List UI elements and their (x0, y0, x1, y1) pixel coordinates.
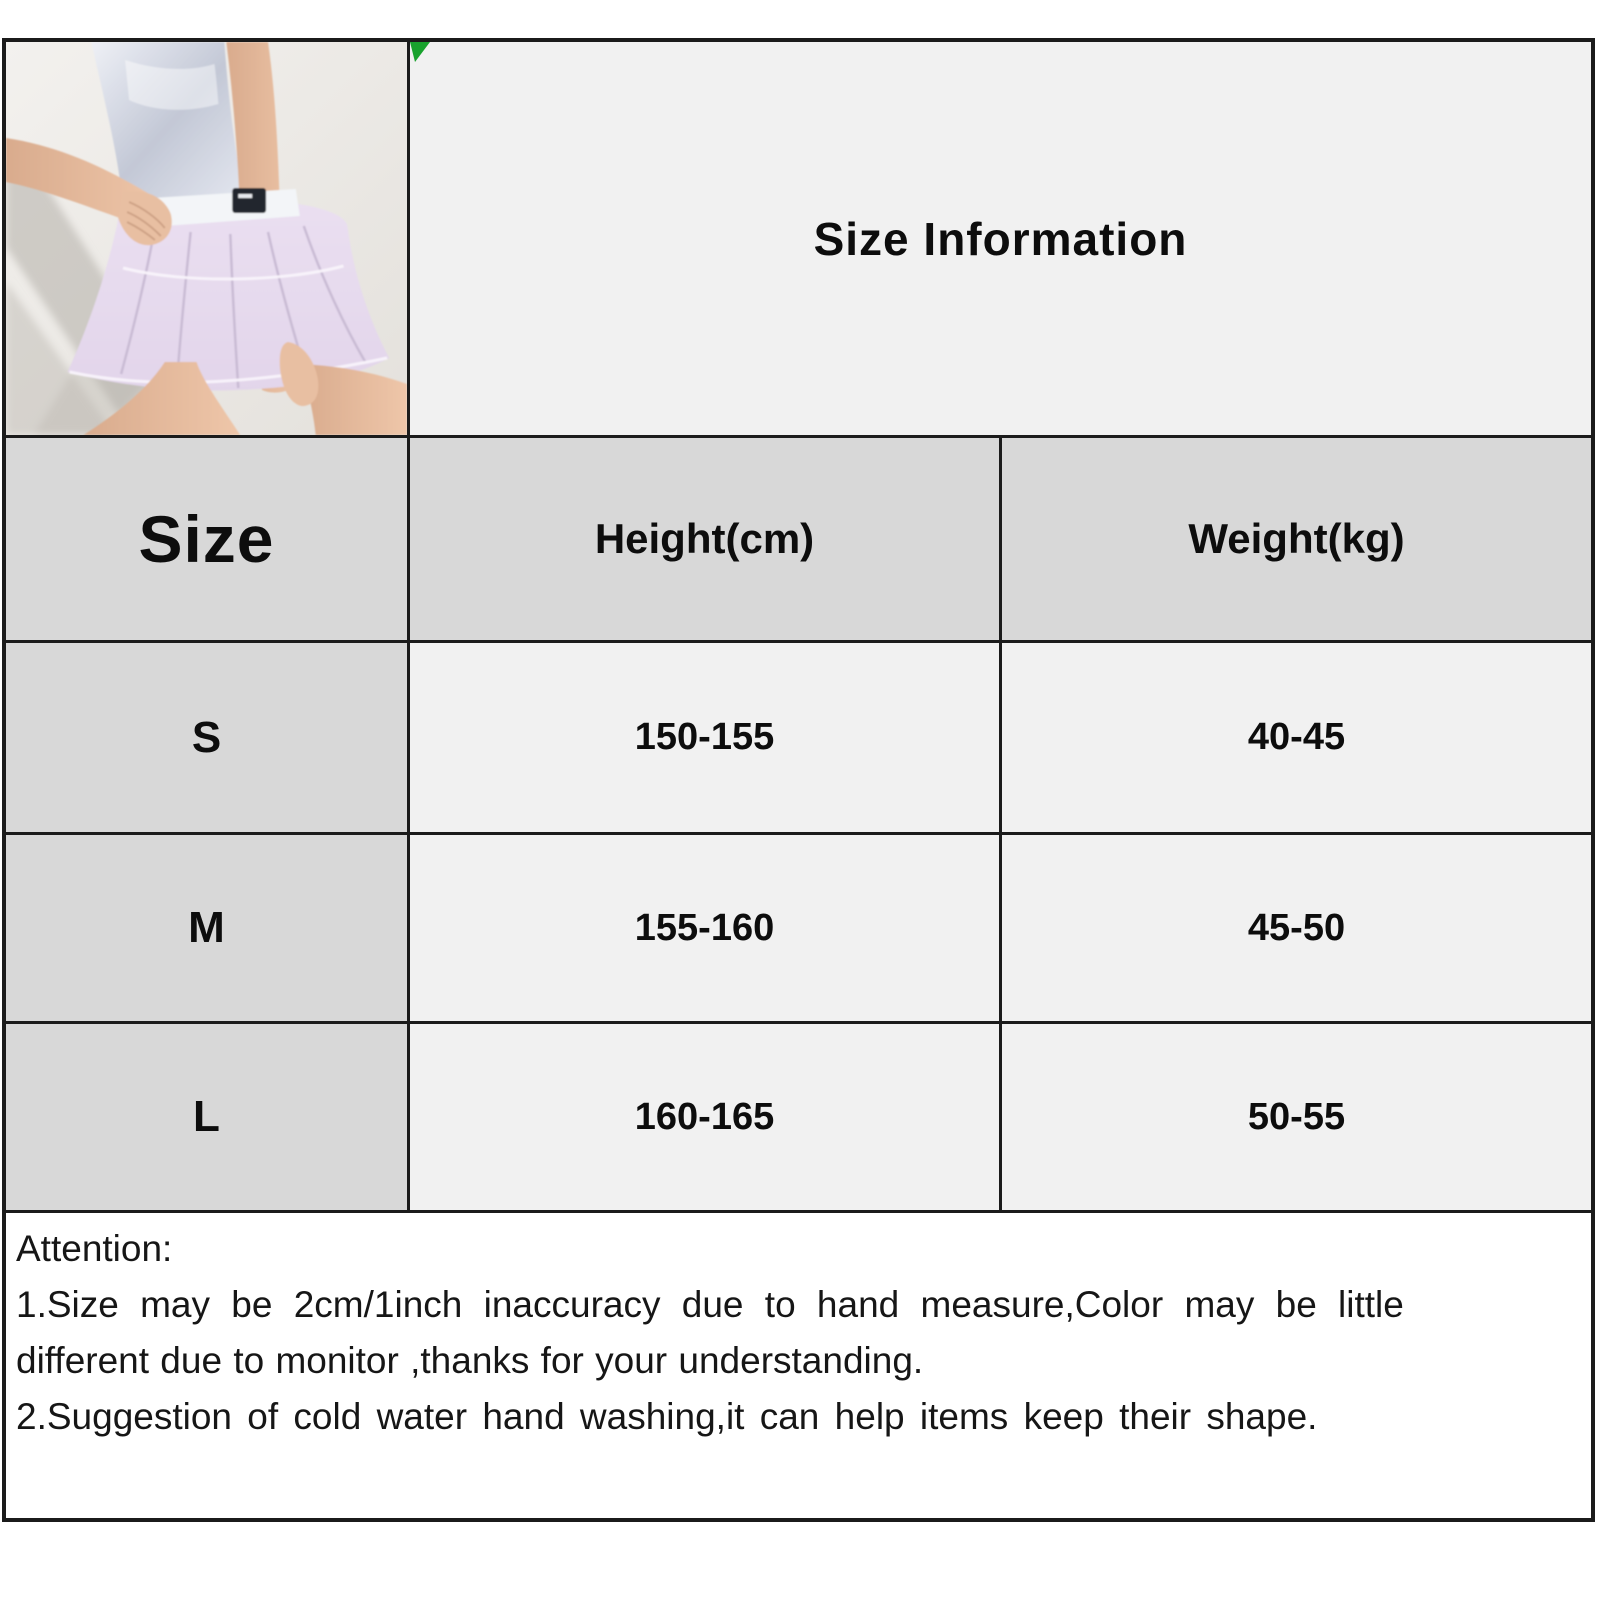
page-title: Size Information (813, 212, 1188, 265)
attention-heading: Attention: (16, 1228, 173, 1269)
cell-corner-marker-icon (410, 42, 430, 62)
table-row-l-size: L (6, 1024, 410, 1213)
attention-line: different due to monitor ,thanks for your understanding. (16, 1340, 924, 1381)
table-row-m-weight: 45-50 (1002, 835, 1591, 1024)
table-row-l-weight: 50-55 (1002, 1024, 1591, 1213)
column-header-weight: Weight(kg) (1002, 438, 1591, 643)
table-row-s-size: S (6, 643, 410, 835)
product-photo-illustration (6, 42, 407, 435)
column-header-size: Size (6, 438, 410, 643)
table-row-m-height: 155-160 (410, 835, 1002, 1024)
attention-note (6, 1213, 1591, 1518)
table-row-m-size: M (6, 835, 410, 1024)
table-row-l-height: 160-165 (410, 1024, 1002, 1213)
title-cell (410, 42, 1591, 438)
attention-line: 1.Size may be 2cm/1inch inaccuracy due to hand measure,Color may be little (16, 1284, 1404, 1325)
belt-buckle (232, 188, 266, 213)
belt-buckle-detail (238, 194, 252, 198)
column-header-height: Height(cm) (410, 438, 1002, 643)
size-chart-sheet (2, 38, 1595, 1522)
table-row-s-height: 150-155 (410, 643, 1002, 835)
attention-line: 2.Suggestion of cold water hand washing,it can help items keep their shape. (16, 1396, 1318, 1437)
table-row-s-weight: 40-45 (1002, 643, 1591, 835)
product-photo (6, 42, 410, 438)
